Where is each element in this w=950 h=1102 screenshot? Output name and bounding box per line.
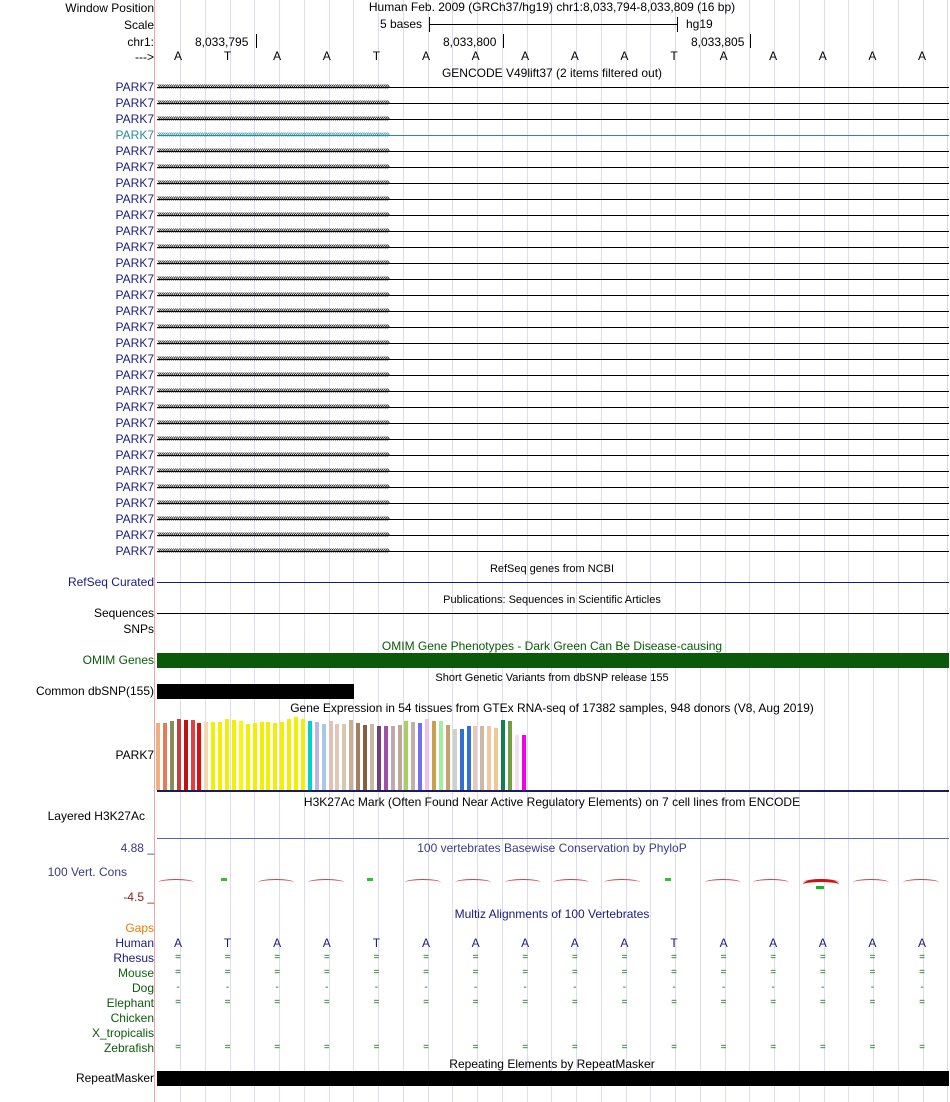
alignment-base: = bbox=[472, 997, 479, 1008]
alignment-base: A bbox=[570, 936, 579, 950]
alignment-base: = bbox=[770, 967, 777, 978]
alignment-base: - bbox=[424, 982, 428, 993]
alignment-base: - bbox=[325, 982, 329, 993]
gtex-tissue-bar[interactable] bbox=[501, 720, 505, 790]
strand-arrows: ›››››››››››››››››››››››››››››››››››››››››››››››››››››››››››››››››››››››››››››››››››››››››››››››››››››››››››››››››››››››› bbox=[157, 338, 389, 347]
repeatmasker-label[interactable]: RepeatMasker bbox=[75, 1071, 154, 1085]
species-label[interactable]: Elephant bbox=[106, 996, 154, 1010]
gtex-tissue-bar[interactable] bbox=[356, 723, 360, 790]
gtex-tissue-bar[interactable] bbox=[184, 720, 188, 790]
alignment-base: - bbox=[622, 982, 627, 993]
conservation-peak-green bbox=[816, 886, 824, 889]
conservation-score bbox=[903, 879, 939, 886]
gencode-title[interactable]: GENCODE V49lift37 (2 items filtered out) bbox=[441, 66, 663, 80]
strand-arrows: ›››››››››››››››››››››››››››››››››››››››››››››››››››››››››››››››››››››››››››››››››››››››››››››››››››››››››››››››››››››››› bbox=[157, 258, 389, 267]
gtex-tissue-bar[interactable] bbox=[301, 719, 305, 790]
alignment-base: = bbox=[175, 967, 181, 978]
alignment-base: = bbox=[175, 1042, 181, 1053]
reference-base: A bbox=[322, 49, 331, 63]
gtex-tissue-bar[interactable] bbox=[404, 721, 408, 790]
gencode-gene-label[interactable]: PARK7 bbox=[115, 288, 154, 302]
tick-label-1: 8,033,795 bbox=[195, 35, 249, 49]
alignment-base: = bbox=[274, 997, 281, 1008]
alignment-base: A bbox=[322, 936, 331, 950]
reference-base: A bbox=[620, 49, 629, 63]
gtex-tissue-bar[interactable] bbox=[225, 719, 229, 790]
alignment-base: = bbox=[720, 997, 727, 1008]
alignment-base: = bbox=[373, 997, 380, 1008]
alignment-base: = bbox=[571, 997, 578, 1008]
alignment-base: = bbox=[175, 952, 181, 963]
species-label[interactable]: Human bbox=[115, 936, 154, 950]
gtex-tissue-bar[interactable] bbox=[377, 726, 381, 790]
gtex-tissue-bar[interactable] bbox=[177, 719, 181, 790]
conservation-score bbox=[553, 879, 589, 886]
gtex-tissue-bar[interactable] bbox=[363, 725, 367, 790]
alignment-base: = bbox=[522, 997, 529, 1008]
alignment-base: = bbox=[224, 952, 231, 963]
alignment-base: A bbox=[719, 936, 728, 950]
gtex-tissue-bar[interactable] bbox=[287, 719, 291, 790]
alignment-base: A bbox=[818, 936, 827, 950]
strand-arrows: ›››››››››››››››››››››››››››››››››››››››››››››››››››››››››››››››››››››››››››››››››››››››››››››››››››››››››››››››››››››››› bbox=[157, 498, 389, 507]
gencode-gene-label[interactable]: PARK7 bbox=[115, 144, 154, 158]
reference-base: A bbox=[421, 49, 431, 63]
alignment-base: = bbox=[472, 967, 479, 978]
alignment-base: = bbox=[621, 967, 628, 978]
assembly-position: Human Feb. 2009 (GRCh37/hg19) chr1:8,033,794-8,033,809 (16 bp) bbox=[368, 0, 736, 14]
reference-base: A bbox=[471, 49, 480, 63]
alignment-base: = bbox=[621, 1042, 628, 1053]
omim-label[interactable]: OMIM Genes bbox=[82, 653, 154, 667]
reference-base: T bbox=[372, 49, 381, 63]
gencode-gene-label[interactable]: PARK7 bbox=[115, 304, 154, 318]
reference-base: A bbox=[273, 49, 282, 63]
gencode-gene-label[interactable]: PARK7 bbox=[115, 464, 154, 478]
gencode-gene-label[interactable]: PARK7 bbox=[115, 80, 154, 94]
phylop-max: 4.88 _ bbox=[120, 841, 154, 855]
reference-base: A bbox=[173, 49, 183, 63]
gtex-tissue-bar[interactable] bbox=[418, 723, 422, 790]
species-label[interactable]: X_tropicalis bbox=[91, 1026, 154, 1040]
alignment-base: - bbox=[920, 982, 924, 993]
conservation-score bbox=[367, 878, 373, 881]
gencode-gene-label[interactable]: PARK7 bbox=[115, 368, 154, 382]
gtex-tissue-bar[interactable] bbox=[156, 723, 160, 790]
h3k27-line bbox=[157, 838, 949, 839]
gaps-label[interactable]: Gaps bbox=[125, 921, 154, 935]
gtex-tissue-bar[interactable] bbox=[197, 723, 201, 790]
gencode-gene-label[interactable]: PARK7 bbox=[115, 176, 154, 190]
gtex-tissue-bar[interactable] bbox=[253, 723, 257, 790]
alignment-base: = bbox=[869, 952, 876, 963]
strand-arrows: ›››››››››››››››››››››››››››››››››››››››››››››››››››››››››››››››››››››››››››››››››››››››››››››››››››››››››››››››››››››››› bbox=[157, 434, 389, 443]
strand-arrows: ›››››››››››››››››››››››››››››››››››››››››››››››››››››››››››››››››››››››››››››››››››››››››››››››››››››››››››››››››››››››› bbox=[157, 130, 389, 139]
alignment-base: = bbox=[720, 967, 727, 978]
conservation-score bbox=[604, 879, 640, 886]
strand-arrows: ›››››››››››››››››››››››››››››››››››››››››››››››››››››››››››››››››››››››››››››››››››››››››››››››››››››››››››››››››››››››› bbox=[157, 402, 389, 411]
alignment-base: = bbox=[671, 997, 677, 1008]
gencode-gene-label[interactable]: PARK7 bbox=[115, 160, 154, 174]
tick-mark-1 bbox=[256, 34, 257, 48]
dbsnp-bar[interactable] bbox=[157, 684, 354, 699]
alignment-base: = bbox=[323, 967, 330, 978]
gencode-gene-label[interactable]: PARK7 bbox=[115, 112, 154, 126]
sequences-label[interactable]: Sequences bbox=[93, 606, 154, 620]
gencode-gene-label[interactable]: PARK7 bbox=[115, 96, 154, 110]
gtex-tissue-bar[interactable] bbox=[211, 722, 215, 790]
alignment-base: = bbox=[274, 952, 281, 963]
gencode-gene-label[interactable]: PARK7 bbox=[115, 432, 154, 446]
reference-base: A bbox=[769, 49, 778, 63]
gencode-gene-label[interactable]: PARK7 bbox=[115, 400, 154, 414]
alignment-base: - bbox=[275, 982, 279, 993]
snps-label[interactable]: SNPs bbox=[123, 622, 154, 636]
alignment-base: = bbox=[819, 952, 826, 963]
gtex-tissue-bar[interactable] bbox=[191, 720, 195, 790]
alignment-base: = bbox=[770, 1042, 777, 1053]
gencode-gene-label[interactable]: PARK7 bbox=[115, 336, 154, 350]
alignment-base: - bbox=[771, 982, 775, 993]
gtex-tissue-bar[interactable] bbox=[329, 721, 333, 790]
alignment-base: = bbox=[323, 1042, 330, 1053]
alignment-base: = bbox=[571, 952, 578, 963]
alignment-base: = bbox=[919, 997, 925, 1008]
gencode-gene-label[interactable]: PARK7 bbox=[115, 256, 154, 270]
gencode-gene-label[interactable]: PARK7 bbox=[115, 496, 154, 510]
gtex-tissue-bar[interactable] bbox=[232, 720, 236, 790]
alignment-base: A bbox=[273, 936, 282, 950]
conservation-score bbox=[221, 878, 227, 881]
alignment-base: = bbox=[919, 952, 925, 963]
gtex-tissue-bar[interactable] bbox=[508, 721, 512, 790]
alignment-base: = bbox=[423, 997, 429, 1008]
strand-arrows: ›››››››››››››››››››››››››››››››››››››››››››››››››››››››››››››››››››››››››››››››››››››››››››››››››››››››››››››››››››››››› bbox=[157, 466, 389, 475]
gencode-gene-label[interactable]: PARK7 bbox=[115, 128, 154, 142]
publications-line[interactable] bbox=[157, 613, 949, 614]
alignment-base: A bbox=[620, 936, 629, 950]
alignment-base: = bbox=[373, 952, 380, 963]
alignment-base: = bbox=[274, 1042, 281, 1053]
gtex-title[interactable]: Gene Expression in 54 tissues from GTEx RNA-seq of 17382 samples, 948 donors (V8, Aug 2019) bbox=[290, 701, 814, 715]
gtex-tissue-bar[interactable] bbox=[446, 725, 450, 790]
gtex-tissue-bar[interactable] bbox=[432, 721, 436, 790]
alignment-base: A bbox=[521, 936, 530, 950]
gtex-tissue-bar[interactable] bbox=[487, 726, 491, 790]
repeatmasker-title[interactable]: Repeating Elements by RepeatMasker bbox=[449, 1057, 655, 1071]
strand-arrows: ›››››››››››››››››››››››››››››››››››››››››››››››››››››››››››››››››››››››››››››››››››››››››››››››››››››››››››››››››››››››› bbox=[157, 514, 389, 523]
alignment-base: T bbox=[372, 936, 381, 950]
alignment-base: - bbox=[523, 982, 527, 993]
alignment-base: = bbox=[323, 952, 330, 963]
gencode-gene-label[interactable]: PARK7 bbox=[115, 448, 154, 462]
alignment-base: - bbox=[176, 982, 180, 993]
track-labels bbox=[0, 0, 154, 1102]
alignment-base: = bbox=[819, 967, 826, 978]
alignment-base: = bbox=[274, 967, 281, 978]
strand-arrows: ›››››››››››››››››››››››››››››››››››››››››››››››››››››››››››››››››››››››››››››››››››››››››››››››››››››››››››››››››››››››› bbox=[157, 290, 389, 299]
strand-arrows: ›››››››››››››››››››››››››››››››››››››››››››››››››››››››››››››››››››››››››››››››››››››››››››››››››››››››››››››››››››››››› bbox=[157, 242, 389, 251]
alignment-base: A bbox=[868, 936, 877, 950]
gencode-gene-label[interactable]: PARK7 bbox=[115, 384, 154, 398]
alignment-base: = bbox=[224, 1042, 231, 1053]
species-label[interactable]: Rhesus bbox=[113, 951, 154, 965]
gencode-gene-label[interactable]: PARK7 bbox=[115, 224, 154, 238]
alignment-base: = bbox=[720, 952, 727, 963]
gtex-baseline bbox=[157, 790, 949, 792]
alignment-base: = bbox=[819, 1042, 826, 1053]
gtex-tissue-bar[interactable] bbox=[460, 729, 464, 790]
gtex-tissue-bar[interactable] bbox=[294, 717, 298, 790]
publications-title[interactable]: Publications: Sequences in Scientific Articles bbox=[443, 594, 661, 606]
gencode-gene-label[interactable]: PARK7 bbox=[115, 416, 154, 430]
alignment-base: = bbox=[720, 1042, 727, 1053]
species-label[interactable]: Zebrafish bbox=[103, 1041, 154, 1055]
gencode-gene-label[interactable]: PARK7 bbox=[115, 240, 154, 254]
scale-label[interactable]: Scale bbox=[123, 18, 154, 32]
gtex-tissue-bar[interactable] bbox=[384, 726, 388, 790]
reference-base: A bbox=[818, 49, 827, 63]
conservation-score bbox=[853, 879, 889, 886]
strand-arrows: ›››››››››››››››››››››››››››››››››››››››››››››››››››››››››››››››››››››››››››››››››››››››››››››››››››››››››››››››››››››››› bbox=[157, 226, 389, 235]
strand-arrows: ›››››››››››››››››››››››››››››››››››››››››››››››››››››››››››››››››››››››››››››››››››››››››››››››››››››››››››››››››››››››› bbox=[157, 354, 389, 363]
gtex-tissue-bar[interactable] bbox=[266, 722, 270, 790]
strand-arrows: ›››››››››››››››››››››››››››››››››››››››››››››››››››››››››››››››››››››››››››››››››››››››››››››››››››››››››››››››››››››››› bbox=[157, 98, 389, 107]
dbsnp-title[interactable]: Short Genetic Variants from dbSNP release 155 bbox=[435, 672, 669, 684]
alignment-base: = bbox=[671, 952, 677, 963]
conservation-score bbox=[158, 879, 194, 886]
gtex-gene-label[interactable]: PARK7 bbox=[115, 748, 154, 762]
species-label[interactable]: Mouse bbox=[117, 966, 154, 980]
gtex-tissue-bar[interactable] bbox=[473, 726, 477, 790]
gtex-tissue-bar[interactable] bbox=[204, 722, 208, 790]
gtex-tissue-bar[interactable] bbox=[522, 735, 526, 790]
alignment-base: - bbox=[473, 982, 478, 993]
alignment-base: A bbox=[917, 936, 927, 950]
gtex-tissue-bar[interactable] bbox=[246, 724, 250, 790]
dbsnp-label[interactable]: Common dbSNP(155) bbox=[35, 684, 154, 698]
tick-label-3: 8,033,805 bbox=[691, 35, 745, 49]
strand-arrows: ›››››››››››››››››››››››››››››››››››››››››››››››››››››››››››››››››››››››››››››››››››››››››››››››››››››››››››››››››››››››› bbox=[157, 450, 389, 459]
gencode-gene-label[interactable]: PARK7 bbox=[115, 352, 154, 366]
strand-arrows: ›››››››››››››››››››››››››››››››››››››››››››››››››››››››››››››››››››››››››››››››››››››››››››››››››››››››››››››››››››››››› bbox=[157, 274, 389, 283]
scale-bar-right-cap bbox=[677, 17, 678, 32]
strand-arrows: ›››››››››››››››››››››››››››››››››››››››››››››››››››››››››››››››››››››››››››››››››››››››››››››››››››››››››››››››››››››››› bbox=[157, 146, 389, 155]
gtex-tissue-bar[interactable] bbox=[515, 735, 519, 790]
strand-arrows: ›››››››››››››››››››››››››››››››››››››››››››››››››››››››››››››››››››››››››››››››››››››››››››››››››››››››››››››››››››››››› bbox=[157, 162, 389, 171]
gencode-gene-label[interactable]: PARK7 bbox=[115, 208, 154, 222]
gtex-tissue-bar[interactable] bbox=[480, 726, 484, 790]
reference-base: A bbox=[917, 49, 927, 63]
alignment-base: = bbox=[671, 967, 677, 978]
alignment-base: A bbox=[173, 936, 183, 950]
alignment-base: = bbox=[224, 997, 231, 1008]
phylop-label[interactable]: 100 Vert. Cons bbox=[47, 865, 127, 879]
repeatmasker-bar[interactable] bbox=[157, 1071, 949, 1086]
strand-arrows: ›››››››››››››››››››››››››››››››››››››››››››››››››››››››››››››››››››››››››››››››››››››››››››››››››››››››››››››››››››››››› bbox=[157, 178, 389, 187]
alignment-base: = bbox=[770, 952, 777, 963]
alignment-base: - bbox=[672, 982, 676, 993]
h3k27-label[interactable]: Layered H3K27Ac bbox=[47, 809, 145, 823]
tick-mark-3 bbox=[750, 34, 751, 48]
alignment-base: = bbox=[621, 997, 628, 1008]
strand-arrows: ›››››››››››››››››››››››››››››››››››››››››››››››››››››››››››››››››››››››››››››››››››››››››››››››››››››››››››››››››››››››› bbox=[157, 322, 389, 331]
multiz-title[interactable]: Multiz Alignments of 100 Vertebrates bbox=[454, 907, 650, 921]
gtex-tissue-bar[interactable] bbox=[439, 721, 443, 790]
gtex-tissue-bar[interactable] bbox=[398, 725, 402, 790]
alignment-base: T bbox=[670, 936, 678, 950]
alignment-base: - bbox=[721, 982, 726, 993]
gencode-gene-label[interactable]: PARK7 bbox=[115, 272, 154, 286]
alignment-base: = bbox=[472, 952, 479, 963]
reference-base: T bbox=[223, 49, 232, 63]
strand-arrows: ›››››››››››››››››››››››››››››››››››››››››››››››››››››››››››››››››››››››››››››››››››››››››››››››››››››››››››››››››››››››› bbox=[157, 530, 389, 539]
tick-label-2: 8,033,800 bbox=[443, 35, 497, 49]
phylop-title[interactable]: 100 vertebrates Basewise Conservation by PhyloP bbox=[417, 841, 687, 855]
gencode-gene-label[interactable]: PARK7 bbox=[115, 192, 154, 206]
alignment-base: = bbox=[522, 952, 529, 963]
conservation-score bbox=[505, 879, 541, 886]
gtex-tissue-bar[interactable] bbox=[308, 721, 312, 790]
species-label[interactable]: Chicken bbox=[110, 1011, 154, 1025]
strand-arrows: ›››››››››››››››››››››››››››››››››››››››››››››››››››››››››››››››››››››››››››››››››››››››››››››››››››››››››››››››››››››››› bbox=[157, 370, 389, 379]
alignment-base: = bbox=[323, 997, 330, 1008]
strand-arrows: ›››››››››››››››››››››››››››››››››››››››››››››››››››››››››››››››››››››››››››››››››››››››››››››››››››››››››››››››››››››››› bbox=[157, 194, 389, 203]
reference-base: A bbox=[868, 49, 877, 63]
gtex-tissue-bar[interactable] bbox=[239, 721, 243, 790]
alignment-base: T bbox=[223, 936, 232, 950]
gtex-tissue-bar[interactable] bbox=[315, 722, 319, 790]
alignment-base: = bbox=[373, 967, 380, 978]
gtex-tissue-bar[interactable] bbox=[170, 721, 174, 790]
alignment-base: - bbox=[573, 982, 577, 993]
refseq-label[interactable]: RefSeq Curated bbox=[67, 575, 154, 589]
scale-text: 5 bases bbox=[380, 17, 423, 31]
gtex-tissue-bar[interactable] bbox=[280, 722, 284, 790]
gtex-tissue-bar[interactable] bbox=[370, 724, 374, 790]
omim-title[interactable]: OMIM Gene Phenotypes - Dark Green Can Be Disease-causing bbox=[381, 639, 723, 653]
reference-base: A bbox=[719, 49, 728, 63]
alignment-base: = bbox=[224, 967, 231, 978]
reference-base: A bbox=[570, 49, 579, 63]
strand-arrows: ›››››››››››››››››››››››››››››››››››››››››››››››››››››››››››››››››››››››››››››››››››››››››››››››››››››››››››››››››››››››› bbox=[157, 82, 389, 91]
conservation-score bbox=[258, 879, 294, 886]
alignment-base: A bbox=[769, 936, 778, 950]
strand-arrows: ›››››››››››››››››››››››››››››››››››››››››››››››››››››››››››››››››››››››››››››››››››››››››››››››››››››››››››››››››››››››› bbox=[157, 482, 389, 491]
gencode-gene-label[interactable]: PARK7 bbox=[115, 528, 154, 542]
gtex-tissue-bar[interactable] bbox=[260, 722, 264, 790]
alignment-base: = bbox=[175, 997, 181, 1008]
strand-arrows: ›››››››››››››››››››››››››››››››››››››››››››››››››››››››››››››››››››››››››››››››››››››››››››››››››››››››››››››››››››››››› bbox=[157, 306, 389, 315]
gencode-gene-label[interactable]: PARK7 bbox=[115, 544, 154, 558]
alignment-base: = bbox=[423, 952, 429, 963]
h3k27-title[interactable]: H3K27Ac Mark (Often Found Near Active Regulatory Elements) on 7 cell lines from ENCODE bbox=[303, 795, 801, 809]
conservation-score bbox=[753, 879, 789, 886]
omim-bar[interactable] bbox=[157, 653, 949, 668]
alignment-base: = bbox=[522, 967, 529, 978]
alignment-base: = bbox=[671, 1042, 677, 1053]
strand-arrows: ›››››››››››››››››››››››››››››››››››››››››››››››››››››››››››››››››››››››››››››››››››››››››››››››››››››››››››››››››››››››› bbox=[157, 210, 389, 219]
refseq-line[interactable] bbox=[157, 582, 949, 583]
alignment-base: = bbox=[770, 997, 777, 1008]
alignment-base: = bbox=[522, 1042, 529, 1053]
species-label[interactable]: Dog bbox=[131, 981, 154, 995]
scale-bar-left-cap bbox=[429, 17, 430, 32]
reference-base: T bbox=[670, 49, 678, 63]
alignment-base: = bbox=[373, 1042, 380, 1053]
alignment-base: = bbox=[571, 1042, 578, 1053]
gtex-tissue-bar[interactable] bbox=[342, 724, 346, 790]
alignment-base: = bbox=[819, 997, 826, 1008]
alignment-base: = bbox=[571, 967, 578, 978]
strand-label[interactable]: ---> bbox=[135, 50, 154, 64]
gencode-gene-label[interactable]: PARK7 bbox=[115, 320, 154, 334]
gtex-tissue-bar[interactable] bbox=[335, 724, 339, 790]
strand-arrows: ›››››››››››››››››››››››››››››››››››››››››››››››››››››››››››››››››››››››››››››››››››››››››››››››››››››››››››››››››››››››› bbox=[157, 418, 389, 427]
conservation-score bbox=[705, 879, 741, 886]
phylop-min: -4.5 _ bbox=[123, 890, 154, 904]
gtex-tissue-bar[interactable] bbox=[411, 722, 415, 790]
gtex-tissue-bar[interactable] bbox=[494, 728, 498, 790]
alignment-base: = bbox=[919, 967, 925, 978]
gtex-tissue-bar[interactable] bbox=[322, 724, 326, 790]
alignment-base: = bbox=[869, 997, 876, 1008]
alignment-base: = bbox=[869, 1042, 876, 1053]
alignment-base: = bbox=[423, 967, 429, 978]
scale-db: hg19 bbox=[686, 17, 713, 31]
chr-label[interactable]: chr1: bbox=[127, 35, 154, 49]
strand-arrows: ›››››››››››››››››››››››››››››››››››››››››››››››››››››››››››››››››››››››››››››››››››››››››››››››››››››››››››››››››››››››› bbox=[157, 546, 389, 555]
label-divider bbox=[154, 0, 155, 1102]
gtex-tissue-bar[interactable] bbox=[349, 720, 353, 790]
conservation-score bbox=[308, 879, 344, 886]
gencode-gene-label[interactable]: PARK7 bbox=[115, 512, 154, 526]
gtex-tissue-bar[interactable] bbox=[273, 723, 277, 790]
alignment-base: A bbox=[421, 936, 431, 950]
refseq-title[interactable]: RefSeq genes from NCBI bbox=[489, 563, 615, 575]
gtex-tissue-bar[interactable] bbox=[218, 722, 222, 790]
gtex-tissue-bar[interactable] bbox=[453, 729, 457, 790]
strand-arrows: ›››››››››››››››››››››››››››››››››››››››››››››››››››››››››››››››››››››››››››››››››››››››››››››››››››››››››››››››››››››››› bbox=[157, 114, 389, 123]
gtex-tissue-bar[interactable] bbox=[391, 726, 395, 790]
alignment-base: = bbox=[423, 1042, 429, 1053]
alignment-base: - bbox=[225, 982, 230, 993]
alignment-base: - bbox=[821, 982, 825, 993]
gencode-gene-label[interactable]: PARK7 bbox=[115, 480, 154, 494]
gtex-tissue-bar[interactable] bbox=[425, 719, 429, 790]
alignment-base: = bbox=[869, 967, 876, 978]
tick-mark-2 bbox=[503, 34, 504, 48]
gtex-tissue-bar[interactable] bbox=[163, 723, 167, 790]
gtex-tissue-bar[interactable] bbox=[467, 726, 471, 790]
window-position-label[interactable]: Window Position bbox=[65, 1, 154, 15]
conservation-score bbox=[455, 879, 491, 886]
alignment-base: A bbox=[471, 936, 480, 950]
alignment-base: = bbox=[472, 1042, 479, 1053]
scale-bar bbox=[429, 24, 677, 25]
alignment-base: - bbox=[374, 982, 379, 993]
reference-base: A bbox=[521, 49, 530, 63]
conservation-score bbox=[405, 879, 441, 886]
strand-arrows: ›››››››››››››››››››››››››››››››››››››››››››››››››››››››››››››››››››››››››››››››››››››››››››››››››››››››››››››››››››››››› bbox=[157, 386, 389, 395]
alignment-base: = bbox=[621, 952, 628, 963]
conservation-score bbox=[665, 878, 671, 881]
alignment-base: = bbox=[919, 1042, 925, 1053]
alignment-base: - bbox=[870, 982, 875, 993]
